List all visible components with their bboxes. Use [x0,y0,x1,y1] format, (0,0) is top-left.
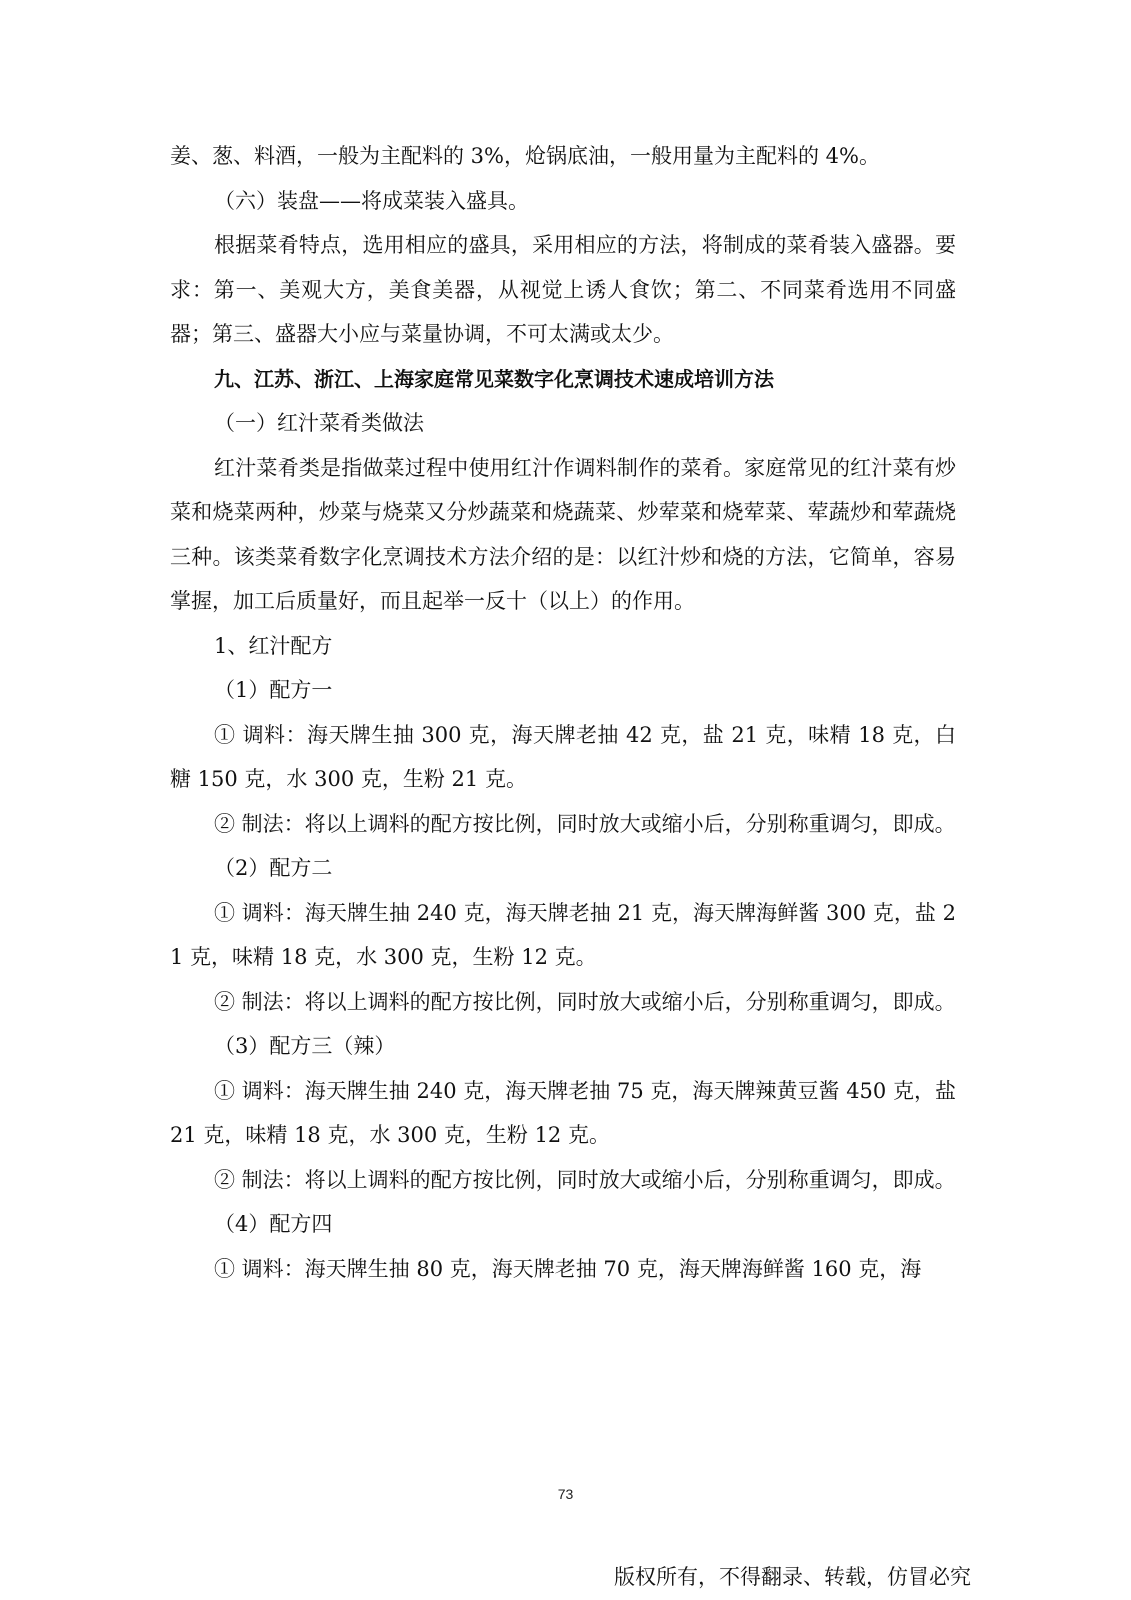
recipe-1-method: ② 制法：将以上调料的配方按比例，同时放大或缩小后，分别称重调匀，即成。 [214,811,956,836]
subsection-heading-plating: （六）装盘——将成菜装入盛具。 [214,188,529,213]
body-text [170,134,956,1291]
recipe-1-ingredients: ① 调料：海天牌生抽 300 克，海天牌老抽 42 克，盐 21 克，味精 18 克，白糖 150 克，水 300 克，生粉 21 克。 [170,722,956,791]
subsection-heading-red-sauce: （一）红汁菜肴类做法 [214,411,424,435]
recipe-heading-2: （2）配方二 [214,856,333,880]
recipe-3-ingredients: ① 调料：海天牌生抽 240 克，海天牌老抽 75 克，海天牌辣黄豆酱 450 克，盐 21 克，味精 18 克，水 300 克，生粉 12 克。 [170,1078,956,1147]
section-heading: 九、江苏、浙江、上海家庭常见菜数字化烹调技术速成培训方法 [214,366,774,391]
page-number: 73 [557,1486,574,1502]
paragraph-red-sauce: 红汁菜肴类是指做菜过程中使用红汁作调料制作的菜肴。家庭常见的红汁菜有炒菜和烧菜两种，炒菜与烧菜又分炒蔬菜和烧蔬菜、炒荤菜和烧荤菜、荤蔬炒和荤蔬烧三种。该类菜肴数字化烹调技术方法介绍的是：以红汁炒和烧的方法，它简单，容易掌握，加工后质量好，而且起举一反十（以上）的作用。 [170,455,956,613]
paragraph-plating: 根据菜肴特点，选用相应的盛具，采用相应的方法，将制成的菜肴装入盛器。要求：第一、美观大方，美食美器，从视觉上诱人食饮；第二、不同菜肴选用不同盛器；第三、盛器大小应与菜量协调，不可太满或太少。 [170,233,956,346]
copyright-notice: 版权所有，不得翻录、转载，仿冒必究 [614,1565,971,1589]
recipe-heading-4: （4）配方四 [214,1212,333,1236]
recipe-heading-3: （3）配方三（辣） [214,1034,396,1058]
recipe-4-ingredients: ① 调料：海天牌生抽 80 克，海天牌老抽 70 克，海天牌海鲜酱 160 克，海 [214,1256,922,1281]
item-heading-recipe: 1、红汁配方 [214,633,333,658]
recipe-2-method: ② 制法：将以上调料的配方按比例，同时放大或缩小后，分别称重调匀，即成。 [214,989,956,1014]
recipe-3-method: ② 制法：将以上调料的配方按比例，同时放大或缩小后，分别称重调匀，即成。 [214,1167,956,1192]
recipe-heading-1: （1）配方一 [214,678,333,702]
paragraph-continued: 姜、葱、料酒，一般为主配料的 3%，炝锅底油，一般用量为主配料的 4%。 [170,144,880,168]
recipe-2-ingredients: ① 调料：海天牌生抽 240 克，海天牌老抽 21 克，海天牌海鲜酱 300 克，盐 21 克，味精 18 克，水 300 克，生粉 12 克。 [170,900,956,969]
